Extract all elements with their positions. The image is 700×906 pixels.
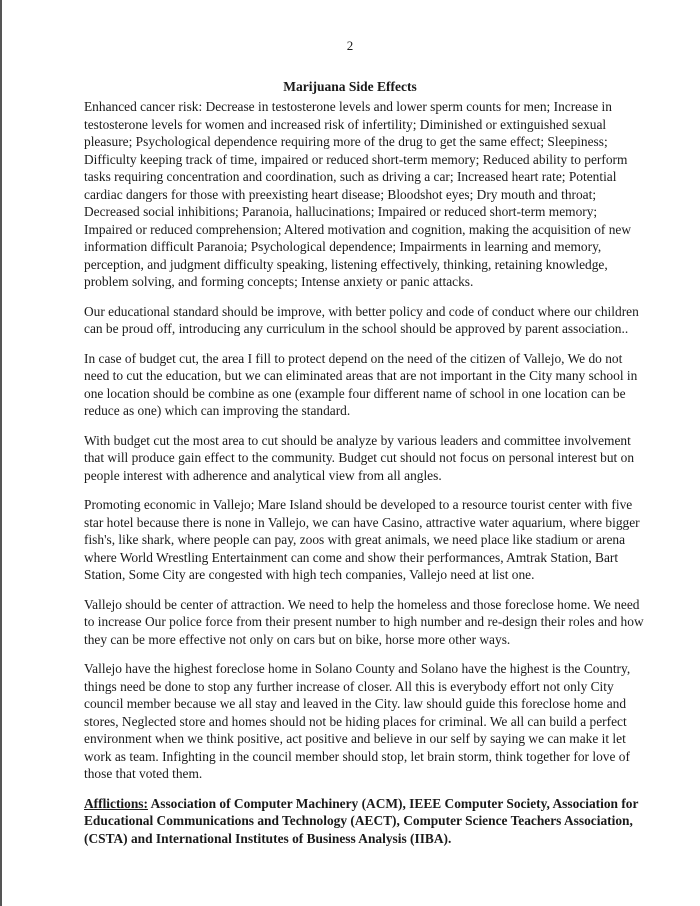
page-number: 2: [346, 38, 354, 53]
affiliations: [84, 795, 644, 848]
paragraph-budget-analysis: With budget cut the most area to cut should be analyze by various leaders and committee involvement that will produce gain effect to the community. Budget cut should not focus on personal interest but on people interest with adherence and analytical view from all angles.: [84, 432, 635, 483]
paragraph-attraction: Vallejo should be center of attraction. We need to help the homeless and those foreclose home. We need to increase Our police force from their present number to high number and re-design their roles and how they can be more effective not only on cars but on bike, horse more other ways.: [84, 596, 644, 647]
document-body: [84, 98, 644, 859]
affiliations-label: Afflictions:: [84, 795, 148, 811]
paragraph-side-effects: Enhanced cancer risk: Decrease in testosterone levels and lower sperm counts for men; Increase in testosterone levels for women and increased risk of infertility; Diminished or extinguished sexual pleasure; Psychological dependence requiring more of the drug to get the same effect; Sleepiness; Difficulty keeping track of time, impaired or reduced short-term memory; Reduced ability to perform tasks requiring concentration and coordination, such as driving a car; Increased heart rate; Potential cardiac dangers for those with preexisting heart disease; Bloodshot eyes; Dry mouth and throat; Decreased social inhibitions; Paranoia, hallucinations; Impaired or reduced short-term memory; Impaired or reduced comprehension; Altered motivation and cognition, making the acquisition of new information difficult Paranoia; Psychological dependence; Impairments in learning and memory, perception, and judgment difficulty speaking, listening effectively, thinking, retaining knowledge, problem solving, and forming concepts; Intense anxiety or panic attacks.: [84, 99, 632, 289]
page-scan-edge: [0, 0, 2, 906]
paragraph-foreclosure: Vallejo have the highest foreclose home in Solano County and Solano have the highest is the Country, things need be done to stop any further increase of closer. All this is everybody effort not only City council member because we all stay and leaved in the City. law should guide this foreclose home and stores, Neglected store and homes should not be hiding places for criminal. We all can build a perfect environment when we think positive, act positive and believe in our self by saying we can make it let work as team. Infighting in the council member should stop, let brain storm, think together for love of those that voted them.: [84, 661, 631, 781]
paragraph-economy: Promoting economic in Vallejo; Mare Island should be developed to a resource tourist center with five star hotel because there is none in Vallejo, we can have Casino, attractive water aquarium, where bigger fish's, like shark, where people can pay, zoos with great animals, we need place like stadium or arena where World Wrestling Entertainment can come and show their performances, Amtrak Station, Bart Station, Some City are congested with high tech companies, Vallejo need at list one.: [84, 497, 640, 582]
page-title: Marijuana Side Effects: [283, 79, 417, 94]
paragraph-education: Our educational standard should be improve, with better policy and code of conduct where our children can be proud off, introducing any curriculum in the school should be approved by parent association..: [84, 303, 639, 336]
paragraph-budget-cut: In case of budget cut, the area I fill to protect depend on the need of the citizen of Vallejo, We do not need to cut the education, but we can eliminated areas that are not important in the City many school in one location should be combine as one (example four different name of school in one location can be reduce as one) which can improving the standard.: [84, 350, 638, 418]
affiliations-text: Association of Computer Machinery (ACM), IEEE Computer Society, Association for Educational Communications and Technology (AECT), Computer Science Teachers Association,(CSTA) and International Institutes of Business Analysis (IIBA).: [84, 795, 639, 846]
